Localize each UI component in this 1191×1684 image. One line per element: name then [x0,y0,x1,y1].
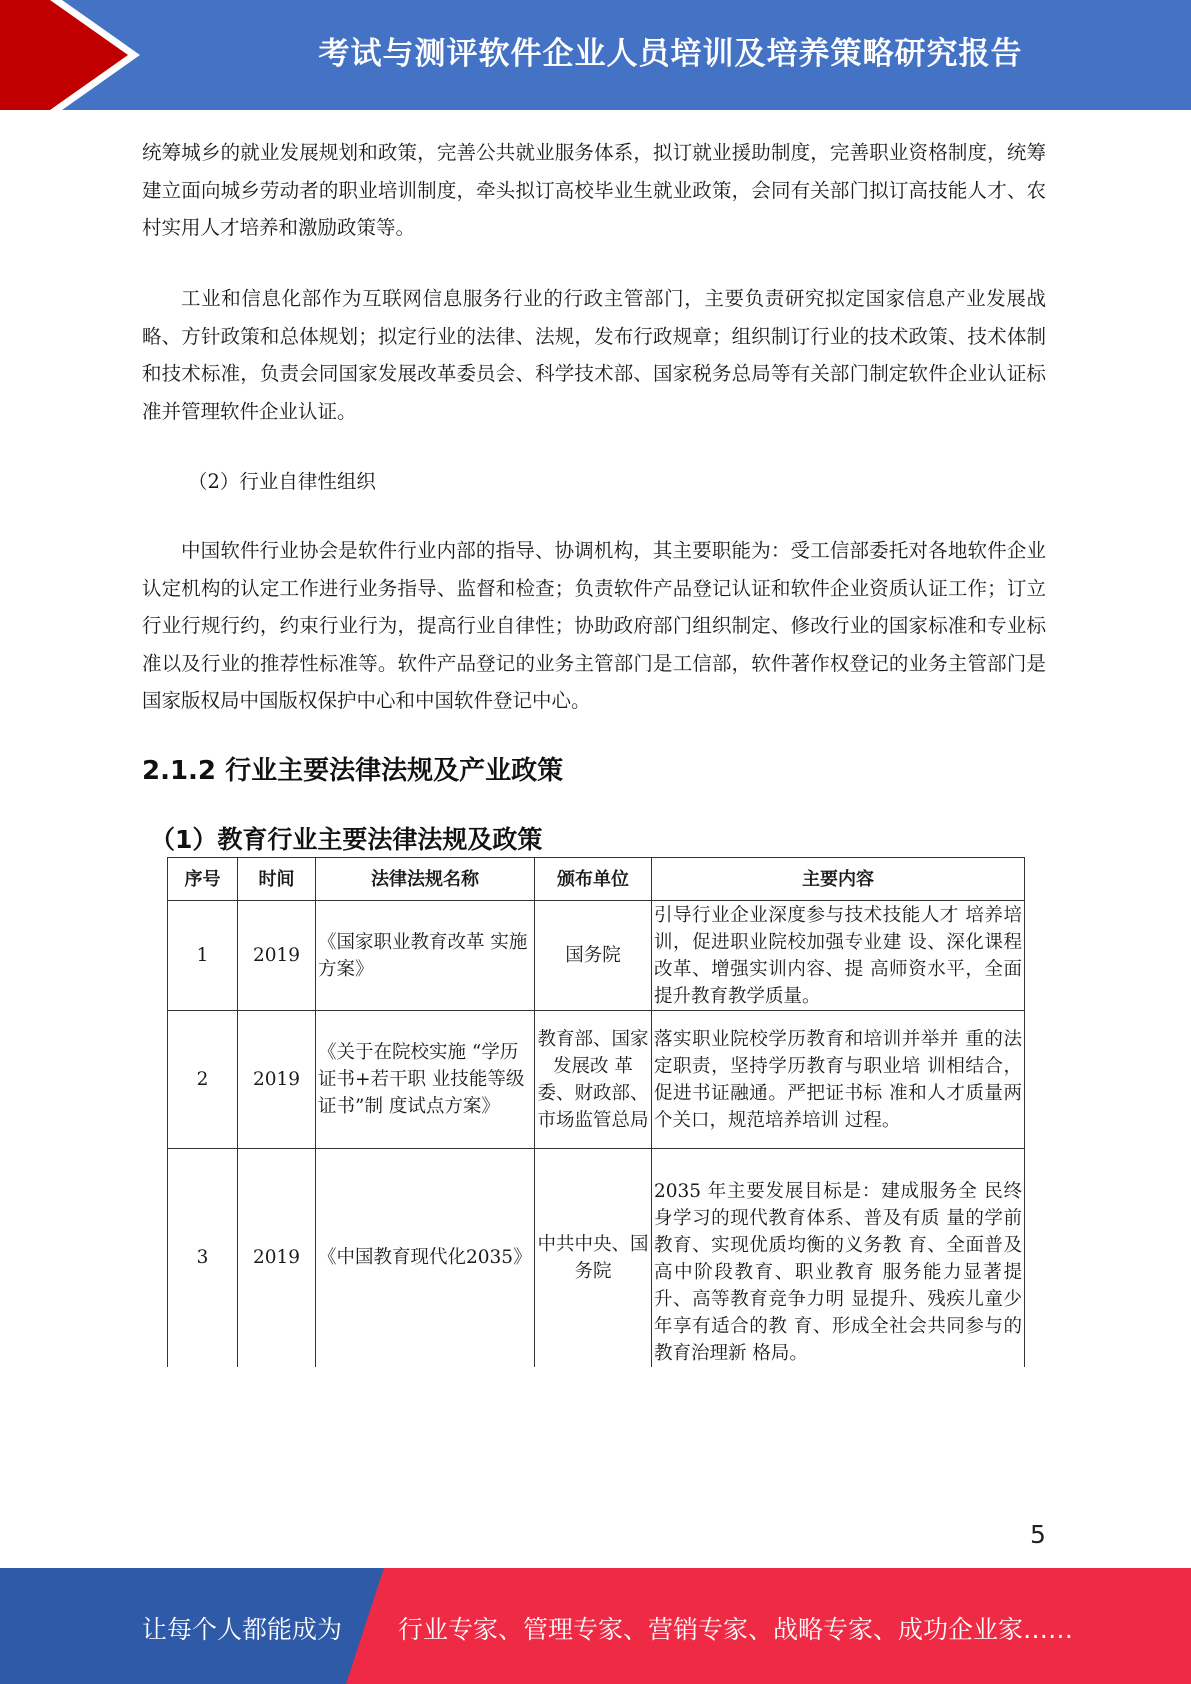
page-footer [0,1568,1191,1684]
table-heading: （1）教育行业主要法律法规及政策 [150,825,543,854]
row-issuer: 中共中央、国务院 [535,1149,652,1367]
row-number: 2 [168,1011,238,1149]
header-cell-content: 主要内容 [652,858,1025,901]
header-cell-year: 时间 [238,858,316,901]
page-number: 5 [1030,1520,1046,1549]
row-content: 落实职业院校学历教育和培训并举并 重的法定职责，坚持学历教育与职业培 训相结合，促进书证融通。严把证书标 准和人才质量两个关口，规范培养培训 过程。 [652,1011,1025,1149]
row-year: 2019 [238,901,316,1011]
row-law-name: 《关于在院校实施 “学历证书+若干职 业技能等级证书”制 度试点方案》 [316,1011,535,1149]
header-cell-law-name: 法律法规名称 [316,858,535,901]
footer-slogan-left: 让每个人都能成为 [142,1615,343,1644]
row-content: 2035 年主要发展目标是：建成服务全 民终身学习的现代教育体系、普及有质 量的学前教育、实现优质均衡的义务教 育、全面普及高中阶段教育、职业教育 服务能力显著提升、高等教育竞争力明 显提升、残疾儿童少年享有适合的教 育、形成全社会共同参与的教育治理新 格局。 [652,1149,1025,1367]
table-header-row [168,858,1025,901]
row-issuer: 国务院 [535,901,652,1011]
row-issuer: 教育部、国家发展改 革委、财政部、市场监管总局 [535,1011,652,1149]
report-title: 考试与测评软件企业人员培训及培养策略研究报告 [318,36,1023,72]
header-cell-issuer: 颁布单位 [535,858,652,901]
header-arrow-icon [0,0,160,110]
paragraph-2: 工业和信息化部作为互联网信息服务行业的行政主管部门，主要负责研究拟定国家信息产业发展战略、方针政策和总体规划；拟定行业的法律、法规，发布行政规章；组织制订行业的技术政策、技术体制和技术标准，负责会同国家发展改革委员会、科学技术部、国家税务总局等有关部门制定软件企业认证标准并管理软件企业认证。 [142,287,1046,423]
header-cell-number: 序号 [168,858,238,901]
footer-slogan-right: 行业专家、管理专家、营销专家、战略专家、成功企业家…… [398,1615,1074,1644]
table-row [168,1011,1025,1149]
policy-table [167,857,1025,1367]
row-content: 引导行业企业深度参与技术技能人才 培养培训，促进职业院校加强专业建 设、深化课程改革、增强实训内容、提 高师资水平，全面提升教育教学质量。 [652,901,1025,1011]
paragraph-3: 中国软件行业协会是软件行业内部的指导、协调机构，其主要职能为：受工信部委托对各地软件企业认定机构的认定工作进行业务指导、监督和检查；负责软件产品登记认证和软件企业资质认证工作；订立行业行规行约，约束行业行为，提高行业自律性；协助政府部门组织制定、修改行业的国家标准和专业标准以及行业的推荐性标准等。软件产品登记的业务主管部门是工信部，软件著作权登记的业务主管部门是国家版权局中国版权保护中心和中国软件登记中心。 [142,539,1046,712]
row-law-name: 《中国教育现代化2035》 [316,1149,535,1367]
section-heading: 2.1.2 行业主要法律法规及产业政策 [142,756,564,786]
subsection-heading: （2）行业自律性组织 [188,470,376,493]
row-year: 2019 [238,1011,316,1149]
table-row [168,1149,1025,1367]
row-number: 3 [168,1149,238,1367]
page-header [0,0,1191,110]
row-law-name: 《国家职业教育改革 实施方案》 [316,901,535,1011]
row-number: 1 [168,901,238,1011]
row-year: 2019 [238,1149,316,1367]
table-row [168,901,1025,1011]
paragraph-1: 统筹城乡的就业发展规划和政策，完善公共就业服务体系，拟订就业援助制度，完善职业资格制度，统筹建立面向城乡劳动者的职业培训制度，牵头拟订高校毕业生就业政策，会同有关部门拟订高技能人才、农村实用人才培养和激励政策等。 [142,141,1046,239]
